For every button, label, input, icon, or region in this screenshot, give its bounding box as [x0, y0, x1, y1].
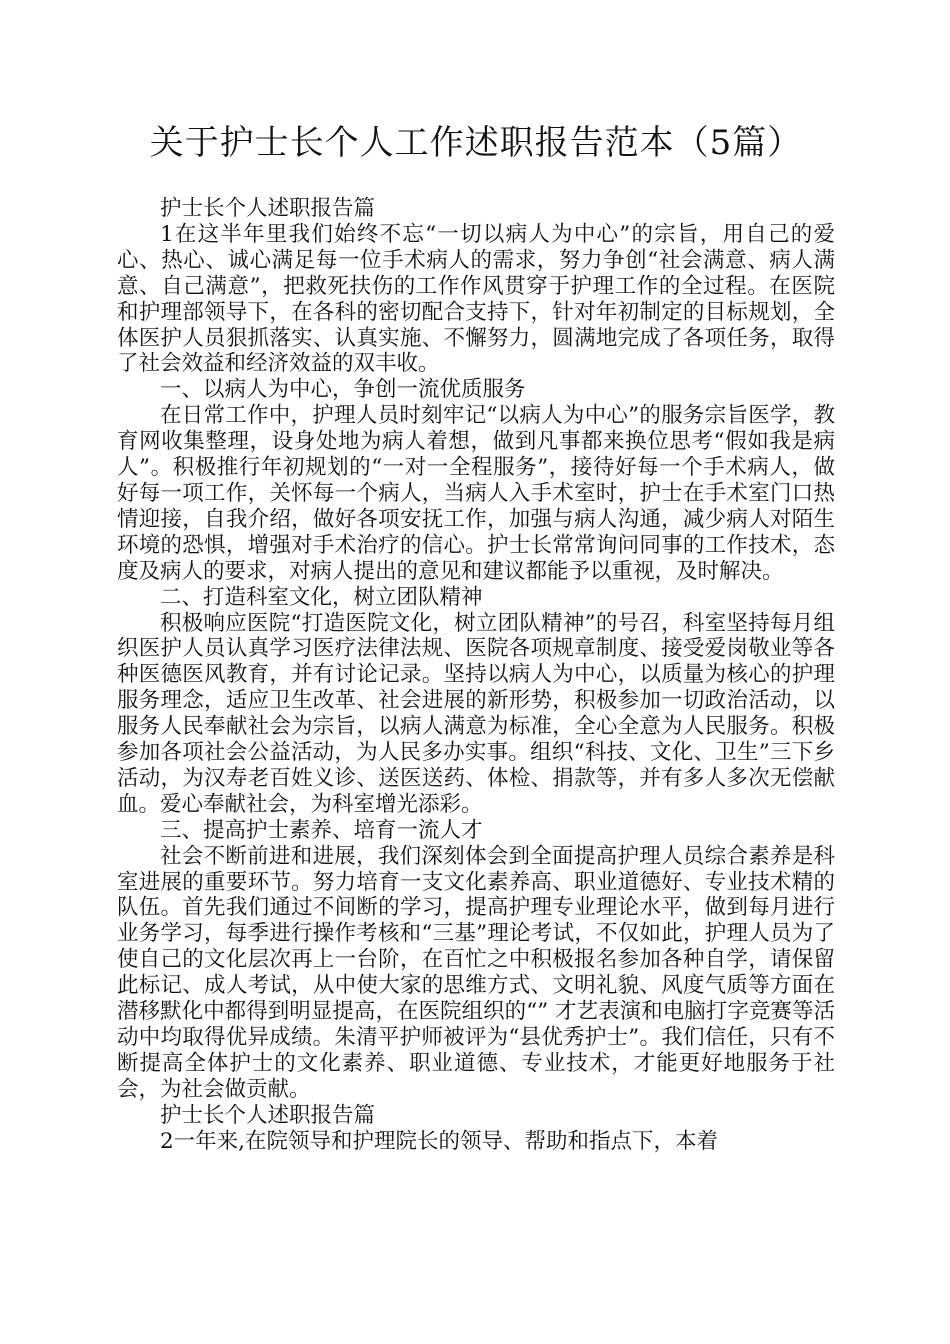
body-paragraph: 1在这半年里我们始终不忘“一切以病人为中心”的宗旨，用自己的爱心、热心、诚心满足每一位手术病人的需求，努力争创“社会满意、病人满意、自己满意”，把救死扶伤的工作作风贯穿于护理工作的全过程。在医院和护理部领导下，在各科的密切配合支持下，针对年初制定的目标规划，全体医护人员狠抓落实、认真实施、不懈努力，圆满地完成了各项任务，取得了社会效益和经济效益的双丰收。 — [117, 221, 835, 377]
body-paragraph: 在日常工作中，护理人员时刻牢记“以病人为中心”的服务宗旨医学，教育网收集整理，设身处地为病人着想，做到凡事都来换位思考“假如我是病人”。积极推行年初规划的“一对一全程服务”，接待好每一个手术病人，做好每一项工作，关怀每一个病人，当病人入手术室时，护士在手术室门口热情迎接，自我介绍，做好各项安抚工作，加强与病人沟通，减少病人对陌生环境的恐惧，增强对手术治疗的信心。护士长常常询问同事的工作技术，态度及病人的要求，对病人提出的意见和建议都能予以重视，及时解决。 — [117, 403, 835, 584]
body-paragraph: 社会不断前进和进展，我们深刻体会到全面提高护理人员综合素养是科室进展的重要环节。努力培育一支文化素养高、职业道德好、专业技术精的队伍。首先我们通过不间断的学习，提高护理专业理论水平，做到每月进行业务学习，每季进行操作考核和“三基”理论考试，不仅如此，护理人员为了使自己的文化层次再上一台阶，在百忙之中积极报名参加各种自学，请保留此标记、成人考试，从中使大家的思维方式、文明礼貌、风度气质等方面在潜移默化中都得到明显提高，在医院组织的“” 才艺表演和电脑打字竞赛等活动中均取得优异成绩。朱清平护师被评为“县优秀护士”。我们信任，只有不断提高全体护士的文化素养、职业道德、专业技术，才能更好地服务于社会，为社会做贡献。 — [117, 843, 835, 1102]
section-title: 护士长个人述职报告篇 — [160, 1102, 376, 1128]
section-heading: 二、打造科室文化，树立团队精神 — [160, 584, 483, 610]
section-heading: 一、以病人为中心，争创一流优质服务 — [160, 377, 526, 403]
section-heading: 三、提高护士素养、培育一流人才 — [160, 817, 483, 843]
body-paragraph: 积极响应医院“打造医院文化，树立团队精神”的号召，科室坚持每月组织医护人员认真学习医疗法律法规、医院各项规章制度、接受爱岗敬业等各种医德医风教育，并有讨论记录。坚持以病人为中心，以质量为核心的护理服务理念，适应卫生改革、社会进展的新形势，积极参加一切政治活动，以服务人民奉献社会为宗旨，以病人满意为标准，全心全意为人民服务。积极参加各项社会公益活动，为人民多办实事。组织“科技、文化、卫生”三下乡活动，为汉寿老百姓义诊、送医送药、体检、捐款等，并有多人多次无偿献血。爱心奉献社会，为科室增光添彩。 — [117, 610, 835, 817]
section-title: 护士长个人述职报告篇 — [160, 196, 376, 221]
document-page — [117, 118, 835, 1155]
body-paragraph: 2一年来,在院领导和护理院长的领导、帮助和指点下，本着 — [160, 1128, 719, 1154]
document-title: 关于护士长个人工作述职报告范本（5篇） — [149, 123, 803, 163]
